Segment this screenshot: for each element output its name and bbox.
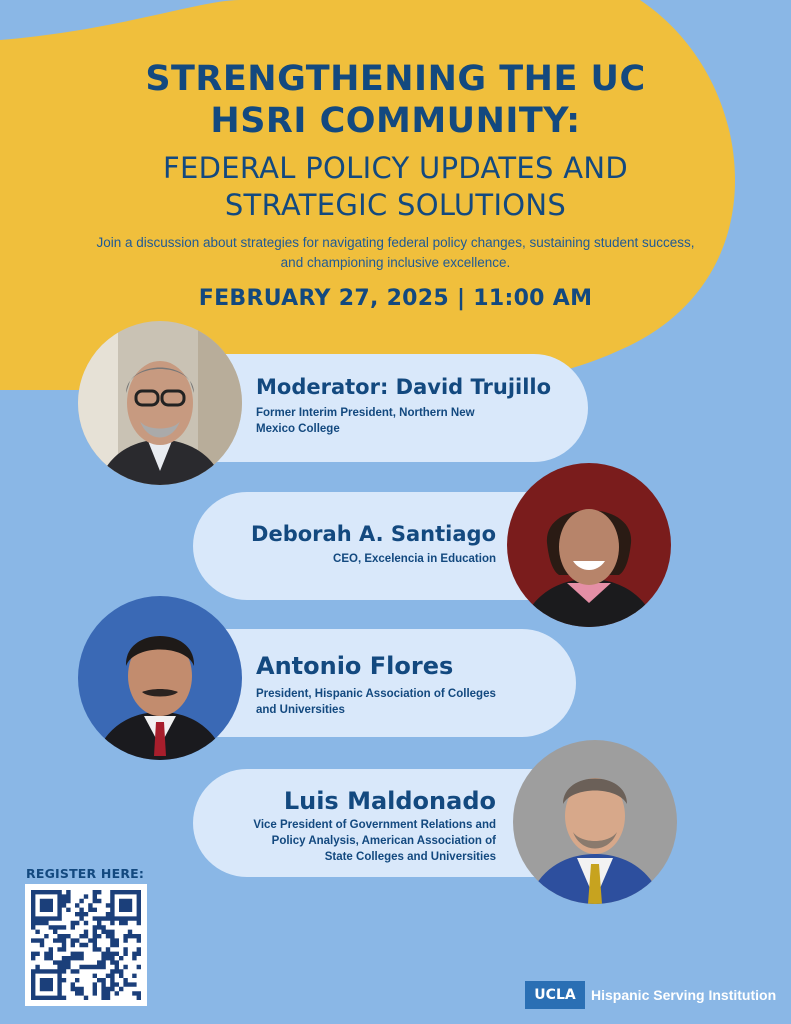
speaker-photo-trujillo xyxy=(78,321,242,485)
hsi-logo-text: Hispanic Serving Institution xyxy=(591,987,777,1003)
title-line-1: STRENGTHENING THE UC xyxy=(145,59,646,99)
speaker-photo-santiago xyxy=(507,463,671,627)
register-label: REGISTER HERE: xyxy=(26,866,145,881)
ucla-logo: UCLA xyxy=(525,981,585,1009)
speaker-name-maldonado: Luis Maldonado xyxy=(283,787,496,815)
registration-qr-code[interactable] xyxy=(25,884,147,1006)
speaker-name-trujillo: Moderator: David Trujillo xyxy=(256,375,552,399)
title-line-2: HSRI COMMUNITY: xyxy=(210,101,581,141)
speaker-photo-maldonado xyxy=(513,740,677,904)
event-title xyxy=(0,58,791,142)
speaker-name-flores: Antonio Flores xyxy=(256,652,454,680)
speaker-photo-flores xyxy=(78,596,242,760)
event-subtitle xyxy=(0,150,791,224)
event-description xyxy=(40,233,751,273)
subtitle-line-2: STRATEGIC SOLUTIONS xyxy=(224,188,567,222)
speaker-role-santiago: CEO, Excelencia in Education xyxy=(333,553,496,565)
description-line-2: and championing inclusive excellence. xyxy=(280,255,511,270)
speaker-role-maldonado: Vice President of Government Relations and Policy Analysis, American Association of State Colleges and Universities xyxy=(253,819,496,863)
description-line-1: Join a discussion about strategies for navigating federal policy changes, sustaining student success, xyxy=(96,235,695,250)
speaker-role-trujillo: Former Interim President, Northern New Mexico College xyxy=(256,407,475,435)
subtitle-line-1: FEDERAL POLICY UPDATES AND xyxy=(163,151,628,185)
event-date-time: FEBRUARY 27, 2025 | 11:00 AM xyxy=(198,286,593,311)
speaker-role-flores: President, Hispanic Association of Colleges and Universities xyxy=(256,688,496,716)
qr-modules xyxy=(31,890,141,1000)
speaker-name-santiago: Deborah A. Santiago xyxy=(251,522,496,546)
